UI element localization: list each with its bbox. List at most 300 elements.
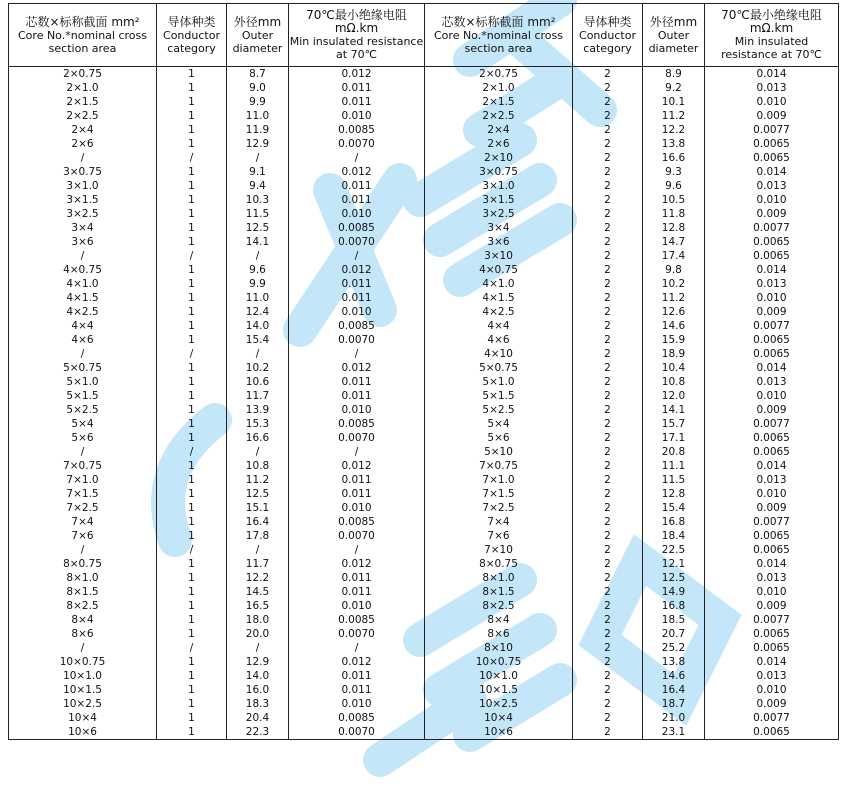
- cell-conductor: /: [157, 151, 227, 165]
- cell-core-area: 2×4: [425, 123, 573, 137]
- cell-core-area: 2×0.75: [9, 67, 157, 82]
- cell-conductor: 1: [157, 571, 227, 585]
- cell-core-area: 4×4: [9, 319, 157, 333]
- cell-core-area: 3×0.75: [425, 165, 573, 179]
- cell-core-area: 3×2.5: [425, 207, 573, 221]
- cell-outer-diameter: 14.0: [227, 319, 289, 333]
- cell-insulation-resistance: /: [289, 347, 425, 361]
- cell-insulation-resistance: 0.011: [289, 179, 425, 193]
- cell-outer-diameter: 18.9: [643, 347, 705, 361]
- cell-outer-diameter: 12.9: [227, 137, 289, 151]
- cell-insulation-resistance: 0.0065: [705, 431, 839, 445]
- cell-core-area: 7×0.75: [425, 459, 573, 473]
- table-row: [9, 179, 839, 193]
- cell-conductor: 2: [573, 193, 643, 207]
- table-row: [9, 431, 839, 445]
- cell-insulation-resistance: 0.0077: [705, 319, 839, 333]
- cell-insulation-resistance: 0.010: [289, 697, 425, 711]
- cell-insulation-resistance: 0.011: [289, 291, 425, 305]
- cell-insulation-resistance: 0.009: [705, 501, 839, 515]
- cell-insulation-resistance: 0.009: [705, 207, 839, 221]
- cell-insulation-resistance: 0.012: [289, 557, 425, 571]
- cell-outer-diameter: 20.8: [643, 445, 705, 459]
- header-outer-diameter: 外径mm Outer diameter: [643, 4, 705, 67]
- cell-insulation-resistance: /: [289, 445, 425, 459]
- cell-core-area: 4×6: [425, 333, 573, 347]
- cell-core-area: 10×1.0: [425, 669, 573, 683]
- cell-conductor: 2: [573, 585, 643, 599]
- table-row: [9, 725, 839, 740]
- cell-insulation-resistance: 0.0085: [289, 613, 425, 627]
- cell-outer-diameter: 9.9: [227, 277, 289, 291]
- cell-outer-diameter: 18.3: [227, 697, 289, 711]
- cell-core-area: 3×1.0: [9, 179, 157, 193]
- cell-outer-diameter: /: [227, 347, 289, 361]
- cell-conductor: 2: [573, 95, 643, 109]
- cell-core-area: 10×4: [9, 711, 157, 725]
- cell-conductor: 2: [573, 347, 643, 361]
- cell-core-area: 5×6: [425, 431, 573, 445]
- cell-core-area: 3×6: [425, 235, 573, 249]
- cell-outer-diameter: 9.6: [643, 179, 705, 193]
- cell-outer-diameter: 23.1: [643, 725, 705, 740]
- cell-conductor: 2: [573, 277, 643, 291]
- cell-outer-diameter: 25.2: [643, 641, 705, 655]
- cell-core-area: /: [9, 445, 157, 459]
- cell-core-area: 2×6: [425, 137, 573, 151]
- cell-insulation-resistance: 0.0085: [289, 417, 425, 431]
- cell-core-area: /: [9, 347, 157, 361]
- cell-outer-diameter: 10.8: [643, 375, 705, 389]
- cell-conductor: 1: [157, 487, 227, 501]
- cell-outer-diameter: 13.8: [643, 137, 705, 151]
- cell-core-area: 5×2.5: [9, 403, 157, 417]
- cell-outer-diameter: 14.6: [643, 319, 705, 333]
- cell-outer-diameter: 11.2: [227, 473, 289, 487]
- cell-outer-diameter: 9.2: [643, 81, 705, 95]
- cell-core-area: 7×1.5: [9, 487, 157, 501]
- cell-insulation-resistance: 0.013: [705, 81, 839, 95]
- cell-insulation-resistance: 0.011: [289, 81, 425, 95]
- cell-insulation-resistance: 0.010: [705, 389, 839, 403]
- cell-outer-diameter: 10.1: [643, 95, 705, 109]
- cell-insulation-resistance: 0.0077: [705, 417, 839, 431]
- cell-conductor: 1: [157, 361, 227, 375]
- cell-conductor: 2: [573, 389, 643, 403]
- cell-conductor: 2: [573, 613, 643, 627]
- cell-insulation-resistance: 0.013: [705, 375, 839, 389]
- cell-outer-diameter: 12.6: [643, 305, 705, 319]
- header-row: [9, 4, 839, 67]
- cell-core-area: 5×1.5: [9, 389, 157, 403]
- cell-insulation-resistance: 0.010: [289, 109, 425, 123]
- cell-insulation-resistance: 0.011: [289, 375, 425, 389]
- cell-outer-diameter: 21.0: [643, 711, 705, 725]
- cell-core-area: 8×2.5: [425, 599, 573, 613]
- cell-outer-diameter: 12.4: [227, 305, 289, 319]
- cell-insulation-resistance: 0.0085: [289, 319, 425, 333]
- cell-conductor: 1: [157, 585, 227, 599]
- table-row: [9, 165, 839, 179]
- table-row: [9, 473, 839, 487]
- cell-outer-diameter: 16.8: [643, 599, 705, 613]
- cell-insulation-resistance: 0.014: [705, 459, 839, 473]
- cell-insulation-resistance: 0.013: [705, 669, 839, 683]
- cell-conductor: 2: [573, 123, 643, 137]
- cell-outer-diameter: 16.8: [643, 515, 705, 529]
- cell-core-area: 5×1.5: [425, 389, 573, 403]
- cell-insulation-resistance: 0.0065: [705, 641, 839, 655]
- cell-insulation-resistance: 0.014: [705, 263, 839, 277]
- cell-core-area: 2×1.0: [9, 81, 157, 95]
- cell-core-area: 7×10: [425, 543, 573, 557]
- cell-outer-diameter: 9.8: [643, 263, 705, 277]
- cell-core-area: 4×0.75: [9, 263, 157, 277]
- cell-core-area: 10×1.0: [9, 669, 157, 683]
- cell-conductor: 2: [573, 543, 643, 557]
- cell-outer-diameter: 20.4: [227, 711, 289, 725]
- cell-insulation-resistance: 0.011: [289, 571, 425, 585]
- cell-core-area: 5×4: [425, 417, 573, 431]
- cell-outer-diameter: 11.8: [643, 207, 705, 221]
- table-row: [9, 543, 839, 557]
- cell-core-area: 10×1.5: [9, 683, 157, 697]
- cell-outer-diameter: 10.3: [227, 193, 289, 207]
- cell-conductor: 2: [573, 81, 643, 95]
- cell-outer-diameter: 18.0: [227, 613, 289, 627]
- cell-outer-diameter: 10.2: [227, 361, 289, 375]
- cell-insulation-resistance: 0.013: [705, 571, 839, 585]
- cell-core-area: 7×2.5: [425, 501, 573, 515]
- cell-conductor: 2: [573, 655, 643, 669]
- cell-insulation-resistance: 0.0065: [705, 151, 839, 165]
- table-row: [9, 235, 839, 249]
- cell-outer-diameter: 17.1: [643, 431, 705, 445]
- table-row: [9, 445, 839, 459]
- cell-insulation-resistance: 0.010: [705, 193, 839, 207]
- cell-core-area: 4×1.0: [9, 277, 157, 291]
- cell-conductor: /: [157, 445, 227, 459]
- cell-core-area: 5×0.75: [425, 361, 573, 375]
- cell-core-area: 5×0.75: [9, 361, 157, 375]
- cell-conductor: 2: [573, 487, 643, 501]
- cell-outer-diameter: 11.9: [227, 123, 289, 137]
- cell-outer-diameter: 9.0: [227, 81, 289, 95]
- cell-outer-diameter: 15.7: [643, 417, 705, 431]
- cell-conductor: 1: [157, 459, 227, 473]
- cell-conductor: 2: [573, 333, 643, 347]
- cell-conductor: 2: [573, 571, 643, 585]
- cell-outer-diameter: 11.5: [227, 207, 289, 221]
- cell-outer-diameter: 14.1: [227, 235, 289, 249]
- cell-conductor: 2: [573, 711, 643, 725]
- cell-core-area: 3×0.75: [9, 165, 157, 179]
- cell-core-area: 10×2.5: [9, 697, 157, 711]
- cell-insulation-resistance: 0.011: [289, 669, 425, 683]
- table-row: [9, 613, 839, 627]
- cell-outer-diameter: 16.6: [643, 151, 705, 165]
- table-row: [9, 263, 839, 277]
- cell-core-area: 3×4: [425, 221, 573, 235]
- cell-insulation-resistance: 0.014: [705, 361, 839, 375]
- table-row: [9, 487, 839, 501]
- header-insulation-resistance: 70℃最小绝缘电阻 mΩ.km Min insulated resistance at 70℃: [289, 4, 425, 67]
- table-row: [9, 221, 839, 235]
- cell-outer-diameter: 11.2: [643, 291, 705, 305]
- cell-insulation-resistance: 0.0070: [289, 235, 425, 249]
- cell-core-area: 8×4: [425, 613, 573, 627]
- cell-core-area: 3×1.5: [9, 193, 157, 207]
- cell-core-area: 8×1.0: [425, 571, 573, 585]
- cell-core-area: 7×0.75: [9, 459, 157, 473]
- header-core-area: 芯数×标称截面 mm² Core No.*nominal cross section area: [425, 4, 573, 67]
- cell-insulation-resistance: 0.011: [289, 585, 425, 599]
- cell-conductor: 1: [157, 235, 227, 249]
- cell-insulation-resistance: 0.013: [705, 277, 839, 291]
- cell-outer-diameter: 12.5: [643, 571, 705, 585]
- cell-conductor: 1: [157, 95, 227, 109]
- cell-conductor: 1: [157, 123, 227, 137]
- cell-outer-diameter: 10.5: [643, 193, 705, 207]
- cell-outer-diameter: 10.2: [643, 277, 705, 291]
- cell-insulation-resistance: 0.010: [289, 599, 425, 613]
- cell-outer-diameter: /: [227, 543, 289, 557]
- cell-insulation-resistance: 0.0070: [289, 627, 425, 641]
- cell-conductor: 1: [157, 473, 227, 487]
- cell-core-area: 7×6: [425, 529, 573, 543]
- cell-outer-diameter: 14.1: [643, 403, 705, 417]
- cell-conductor: 2: [573, 557, 643, 571]
- cell-outer-diameter: 22.5: [643, 543, 705, 557]
- cell-core-area: 10×6: [9, 725, 157, 740]
- cell-insulation-resistance: 0.012: [289, 263, 425, 277]
- cell-core-area: 7×1.0: [425, 473, 573, 487]
- cell-core-area: 10×1.5: [425, 683, 573, 697]
- table-row: [9, 109, 839, 123]
- cell-conductor: /: [157, 249, 227, 263]
- cell-insulation-resistance: /: [289, 641, 425, 655]
- cell-insulation-resistance: 0.009: [705, 599, 839, 613]
- cell-core-area: /: [9, 543, 157, 557]
- cell-core-area: 3×4: [9, 221, 157, 235]
- cell-conductor: 1: [157, 403, 227, 417]
- header-conductor: 导体种类 Conductor category: [157, 4, 227, 67]
- table-row: [9, 375, 839, 389]
- cell-core-area: 2×2.5: [9, 109, 157, 123]
- cell-insulation-resistance: 0.011: [289, 487, 425, 501]
- cell-outer-diameter: 12.9: [227, 655, 289, 669]
- cell-core-area: 3×6: [9, 235, 157, 249]
- table-row: [9, 151, 839, 165]
- cell-outer-diameter: 14.5: [227, 585, 289, 599]
- table-row: [9, 585, 839, 599]
- cell-insulation-resistance: 0.0085: [289, 515, 425, 529]
- cell-outer-diameter: 15.4: [227, 333, 289, 347]
- cell-outer-diameter: 12.2: [643, 123, 705, 137]
- table-row: [9, 291, 839, 305]
- cell-outer-diameter: 14.9: [643, 585, 705, 599]
- cell-outer-diameter: 11.7: [227, 557, 289, 571]
- table-row: [9, 683, 839, 697]
- cell-outer-diameter: 12.1: [643, 557, 705, 571]
- cell-conductor: 1: [157, 109, 227, 123]
- cell-core-area: 2×0.75: [425, 67, 573, 82]
- cell-conductor: 2: [573, 501, 643, 515]
- cell-insulation-resistance: 0.010: [705, 585, 839, 599]
- cell-outer-diameter: 9.3: [643, 165, 705, 179]
- cell-outer-diameter: 12.5: [227, 221, 289, 235]
- cell-outer-diameter: 15.9: [643, 333, 705, 347]
- cell-outer-diameter: /: [227, 641, 289, 655]
- cell-core-area: 8×4: [9, 613, 157, 627]
- cell-outer-diameter: 9.9: [227, 95, 289, 109]
- cell-conductor: 1: [157, 627, 227, 641]
- table-row: [9, 669, 839, 683]
- cell-conductor: 1: [157, 207, 227, 221]
- cell-outer-diameter: 12.8: [643, 487, 705, 501]
- table-row: [9, 333, 839, 347]
- cell-insulation-resistance: 0.0070: [289, 137, 425, 151]
- cell-conductor: 1: [157, 291, 227, 305]
- table-row: [9, 599, 839, 613]
- cell-outer-diameter: 18.7: [643, 697, 705, 711]
- cell-outer-diameter: 11.0: [227, 109, 289, 123]
- cell-conductor: 1: [157, 725, 227, 740]
- cell-core-area: 2×10: [425, 151, 573, 165]
- cell-conductor: 2: [573, 599, 643, 613]
- cell-insulation-resistance: 0.0077: [705, 221, 839, 235]
- cell-outer-diameter: 12.5: [227, 487, 289, 501]
- cell-core-area: 2×1.0: [425, 81, 573, 95]
- table-row: [9, 697, 839, 711]
- cell-conductor: 2: [573, 319, 643, 333]
- cell-insulation-resistance: 0.0065: [705, 249, 839, 263]
- cell-outer-diameter: 11.2: [643, 109, 705, 123]
- table-row: [9, 655, 839, 669]
- cell-insulation-resistance: 0.0085: [289, 123, 425, 137]
- cell-outer-diameter: 8.9: [643, 67, 705, 82]
- cell-outer-diameter: 12.2: [227, 571, 289, 585]
- cell-insulation-resistance: 0.010: [289, 305, 425, 319]
- cell-conductor: /: [157, 347, 227, 361]
- cell-core-area: 8×6: [9, 627, 157, 641]
- cell-core-area: 8×1.5: [425, 585, 573, 599]
- cell-conductor: 1: [157, 697, 227, 711]
- cable-spec-table: [8, 3, 839, 740]
- cell-outer-diameter: 14.0: [227, 669, 289, 683]
- cell-core-area: 8×2.5: [9, 599, 157, 613]
- cell-outer-diameter: 11.0: [227, 291, 289, 305]
- cell-outer-diameter: 10.6: [227, 375, 289, 389]
- cell-core-area: /: [9, 249, 157, 263]
- cell-conductor: 2: [573, 263, 643, 277]
- cell-conductor: 2: [573, 431, 643, 445]
- table-row: [9, 711, 839, 725]
- table-row: [9, 277, 839, 291]
- table-row: [9, 571, 839, 585]
- cell-core-area: 5×2.5: [425, 403, 573, 417]
- cell-outer-diameter: 11.7: [227, 389, 289, 403]
- cell-conductor: 2: [573, 473, 643, 487]
- cell-outer-diameter: 18.4: [643, 529, 705, 543]
- cell-core-area: 8×1.5: [9, 585, 157, 599]
- cell-insulation-resistance: 0.011: [289, 95, 425, 109]
- header-core-area: 芯数×标称截面 mm² Core No.*nominal cross section area: [9, 4, 157, 67]
- cell-insulation-resistance: /: [289, 151, 425, 165]
- cell-conductor: 2: [573, 627, 643, 641]
- table-row: [9, 123, 839, 137]
- cell-conductor: 1: [157, 515, 227, 529]
- cell-core-area: 7×4: [9, 515, 157, 529]
- cell-outer-diameter: 16.6: [227, 431, 289, 445]
- cell-insulation-resistance: 0.012: [289, 459, 425, 473]
- cell-conductor: 1: [157, 683, 227, 697]
- cell-conductor: 1: [157, 655, 227, 669]
- cell-insulation-resistance: 0.012: [289, 67, 425, 82]
- cell-outer-diameter: 10.8: [227, 459, 289, 473]
- cell-core-area: 7×1.0: [9, 473, 157, 487]
- cell-core-area: 4×2.5: [9, 305, 157, 319]
- cell-insulation-resistance: 0.014: [705, 557, 839, 571]
- cell-core-area: 5×10: [425, 445, 573, 459]
- cell-outer-diameter: 12.8: [643, 221, 705, 235]
- cell-core-area: 5×4: [9, 417, 157, 431]
- cell-insulation-resistance: 0.0065: [705, 333, 839, 347]
- cell-core-area: 5×1.0: [425, 375, 573, 389]
- cell-conductor: 1: [157, 711, 227, 725]
- cell-outer-diameter: 9.6: [227, 263, 289, 277]
- cell-conductor: 1: [157, 599, 227, 613]
- cell-insulation-resistance: 0.0077: [705, 613, 839, 627]
- cell-conductor: 2: [573, 67, 643, 82]
- cell-outer-diameter: 8.7: [227, 67, 289, 82]
- cell-outer-diameter: 15.3: [227, 417, 289, 431]
- cell-core-area: 3×10: [425, 249, 573, 263]
- cell-insulation-resistance: 0.012: [289, 361, 425, 375]
- cell-conductor: 1: [157, 81, 227, 95]
- cell-core-area: 8×0.75: [9, 557, 157, 571]
- table-row: [9, 389, 839, 403]
- cell-conductor: 1: [157, 137, 227, 151]
- cell-insulation-resistance: 0.010: [289, 501, 425, 515]
- cell-outer-diameter: 13.8: [643, 655, 705, 669]
- table-row: [9, 627, 839, 641]
- cell-conductor: 1: [157, 417, 227, 431]
- cell-core-area: 4×1.5: [425, 291, 573, 305]
- cell-outer-diameter: 20.7: [643, 627, 705, 641]
- table-row: [9, 403, 839, 417]
- cell-conductor: 2: [573, 179, 643, 193]
- cell-conductor: 1: [157, 277, 227, 291]
- cell-core-area: 4×2.5: [425, 305, 573, 319]
- cell-outer-diameter: 15.4: [643, 501, 705, 515]
- cell-core-area: 3×2.5: [9, 207, 157, 221]
- cell-conductor: 2: [573, 445, 643, 459]
- cell-outer-diameter: 17.4: [643, 249, 705, 263]
- cell-insulation-resistance: 0.0065: [705, 235, 839, 249]
- cell-insulation-resistance: 0.011: [289, 277, 425, 291]
- cell-conductor: 2: [573, 669, 643, 683]
- cell-insulation-resistance: 0.011: [289, 389, 425, 403]
- table-row: [9, 95, 839, 109]
- cell-insulation-resistance: 0.013: [705, 179, 839, 193]
- cell-conductor: 1: [157, 375, 227, 389]
- cell-insulation-resistance: 0.010: [289, 403, 425, 417]
- cell-insulation-resistance: 0.010: [705, 487, 839, 501]
- cell-insulation-resistance: 0.012: [289, 655, 425, 669]
- cell-conductor: 1: [157, 613, 227, 627]
- cell-insulation-resistance: 0.0065: [705, 725, 839, 740]
